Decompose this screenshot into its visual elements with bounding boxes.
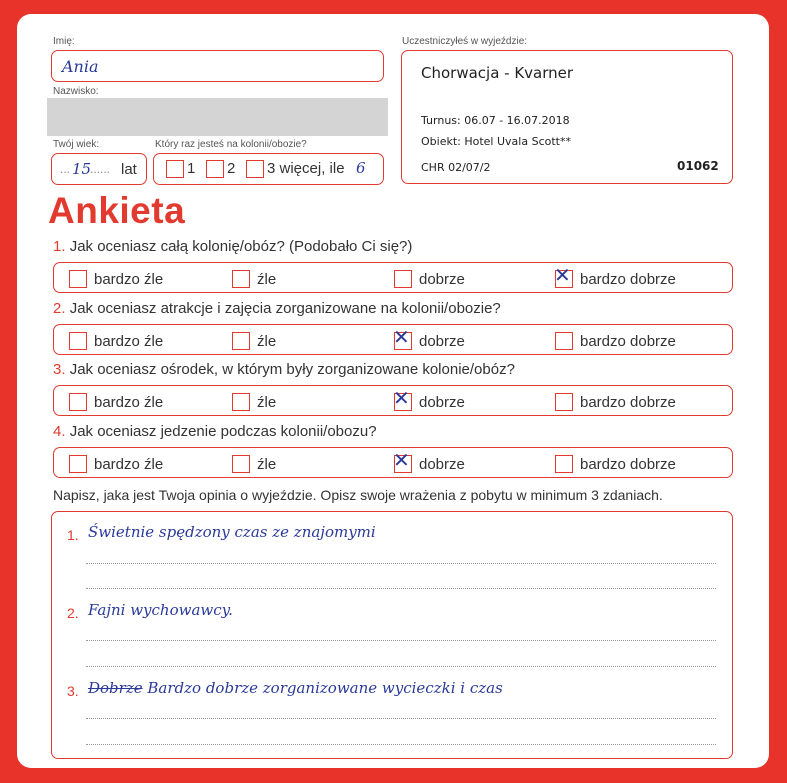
trip-obiekt: Obiekt: Hotel Uvala Scott** — [421, 135, 571, 148]
rating-checkbox[interactable] — [555, 393, 573, 411]
which-time-value: 6 — [356, 159, 366, 177]
which-time-opt2: 2 — [227, 160, 236, 177]
rating-option-label: źle — [257, 332, 277, 350]
trip-number: 01062 — [677, 159, 719, 173]
rating-option-label: bardzo dobrze — [580, 393, 676, 411]
check-mark-icon: ✕ — [393, 448, 410, 472]
name-field[interactable] — [51, 50, 384, 82]
survey-title: Ankieta — [48, 190, 186, 231]
answer-text-3 — [88, 679, 503, 697]
rating-option[interactable] — [232, 331, 276, 351]
rating-checkbox[interactable] — [69, 455, 87, 473]
answer-line — [86, 640, 716, 641]
check-mark-icon: ✕ — [393, 325, 410, 349]
rating-row-2 — [53, 324, 733, 355]
name-label: Imię: — [53, 36, 75, 47]
rating-checkbox[interactable] — [232, 270, 250, 288]
rating-option[interactable] — [232, 269, 276, 289]
which-time-opt1: 1 — [187, 160, 196, 177]
surname-label: Nazwisko: — [53, 86, 99, 97]
trip-turnus: Turnus: 06.07 - 16.07.2018 — [421, 114, 570, 127]
rating-option-label: źle — [257, 393, 277, 411]
rating-checkbox[interactable] — [555, 332, 573, 350]
rating-row-1 — [53, 262, 733, 293]
trip-info-box — [401, 50, 733, 184]
rating-checkbox[interactable] — [232, 455, 250, 473]
rating-option[interactable] — [394, 269, 465, 289]
answer-text-2: Fajni wychowawcy. — [88, 601, 233, 619]
rating-checkbox[interactable] — [554, 263, 573, 288]
rating-checkbox[interactable] — [232, 393, 250, 411]
answer-number-1: 1. — [67, 527, 79, 543]
rating-checkbox[interactable] — [393, 386, 412, 411]
age-field[interactable]: ... 15 ...... lat — [51, 153, 147, 185]
rating-option-label: bardzo dobrze — [580, 455, 676, 473]
answer-text-3-body: Bardzo dobrze zorganizowane wycieczki i czas — [147, 679, 503, 697]
which-time-field — [153, 153, 384, 185]
which-time-label: Który raz jesteś na kolonii/obozie? — [155, 139, 307, 150]
rating-option-label: bardzo dobrze — [580, 270, 676, 288]
rating-option-label: źle — [257, 270, 277, 288]
rating-option[interactable] — [393, 448, 465, 474]
rating-option-label: bardzo dobrze — [580, 332, 676, 350]
age-label: Twój wiek: — [53, 139, 100, 150]
trip-code: CHR 02/07/2 — [421, 161, 491, 174]
rating-option-label: dobrze — [419, 455, 465, 473]
age-unit: lat — [121, 161, 137, 178]
rating-option-label: bardzo źle — [94, 270, 164, 288]
rating-checkbox[interactable] — [69, 393, 87, 411]
rating-option-label: źle — [257, 455, 277, 473]
rating-option-label: dobrze — [419, 332, 465, 350]
checkbox-3-more[interactable] — [246, 160, 264, 178]
check-mark-icon: ✕ — [393, 386, 410, 410]
question-2: 2. Jak oceniasz atrakcje i zajęcia zorganizowane na kolonii/obozie? — [53, 300, 501, 317]
age-value: 15 — [72, 160, 92, 178]
checkbox-2[interactable] — [206, 160, 224, 178]
answer-struck-word: Dobrze — [88, 679, 143, 697]
surname-redacted — [47, 98, 388, 136]
which-time-opt3: 3 więcej, ile — [267, 160, 345, 177]
rating-option[interactable] — [232, 454, 276, 474]
rating-option-label: bardzo źle — [94, 332, 164, 350]
question-3: 3. Jak oceniasz ośrodek, w którym były zorganizowane kolonie/obóz? — [53, 361, 515, 378]
trip-name: Chorwacja - Kvarner — [421, 64, 574, 82]
answer-line — [86, 744, 716, 745]
name-value: Ania — [62, 57, 99, 76]
rating-option[interactable] — [69, 392, 163, 412]
answer-text-1: Świetnie spędzony czas ze znajomymi — [88, 523, 376, 541]
participant-label: Uczestniczyłeś w wyjeździe: — [402, 36, 528, 47]
answer-line — [86, 563, 716, 564]
rating-checkbox[interactable] — [394, 270, 412, 288]
check-mark-icon: ✕ — [554, 263, 571, 287]
rating-option[interactable] — [393, 325, 465, 351]
answer-line — [86, 666, 716, 667]
rating-option[interactable] — [69, 269, 163, 289]
rating-option[interactable] — [555, 454, 676, 474]
rating-option-label: dobrze — [419, 393, 465, 411]
question-4: 4. Jak oceniasz jedzenie podczas kolonii/obozu? — [53, 423, 377, 440]
rating-option[interactable] — [555, 392, 676, 412]
rating-checkbox[interactable] — [69, 270, 87, 288]
rating-checkbox[interactable] — [393, 448, 412, 473]
rating-option[interactable] — [555, 331, 676, 351]
rating-row-3 — [53, 385, 733, 416]
answer-line — [86, 588, 716, 589]
rating-option-label: dobrze — [419, 270, 465, 288]
rating-checkbox[interactable] — [393, 325, 412, 350]
answer-line — [86, 718, 716, 719]
rating-row-4 — [53, 447, 733, 478]
rating-checkbox[interactable] — [555, 455, 573, 473]
answer-number-2: 2. — [67, 605, 79, 621]
rating-option-label: bardzo źle — [94, 393, 164, 411]
rating-option[interactable] — [393, 386, 465, 412]
opinion-prompt: Napisz, jaka jest Twoja opinia o wyjeździe. Opisz swoje wrażenia z pobytu w minimum 3 zdaniach. — [53, 487, 663, 503]
rating-option-label: bardzo źle — [94, 455, 164, 473]
rating-option[interactable] — [554, 263, 676, 289]
rating-option[interactable] — [69, 331, 163, 351]
question-1: 1. Jak oceniasz całą kolonię/obóz? (Podobało Ci się?) — [53, 238, 413, 255]
checkbox-1[interactable] — [166, 160, 184, 178]
rating-option[interactable] — [69, 454, 163, 474]
answer-number-3: 3. — [67, 683, 79, 699]
rating-checkbox[interactable] — [232, 332, 250, 350]
opinion-box[interactable] — [51, 511, 733, 759]
rating-option[interactable] — [232, 392, 276, 412]
rating-checkbox[interactable] — [69, 332, 87, 350]
